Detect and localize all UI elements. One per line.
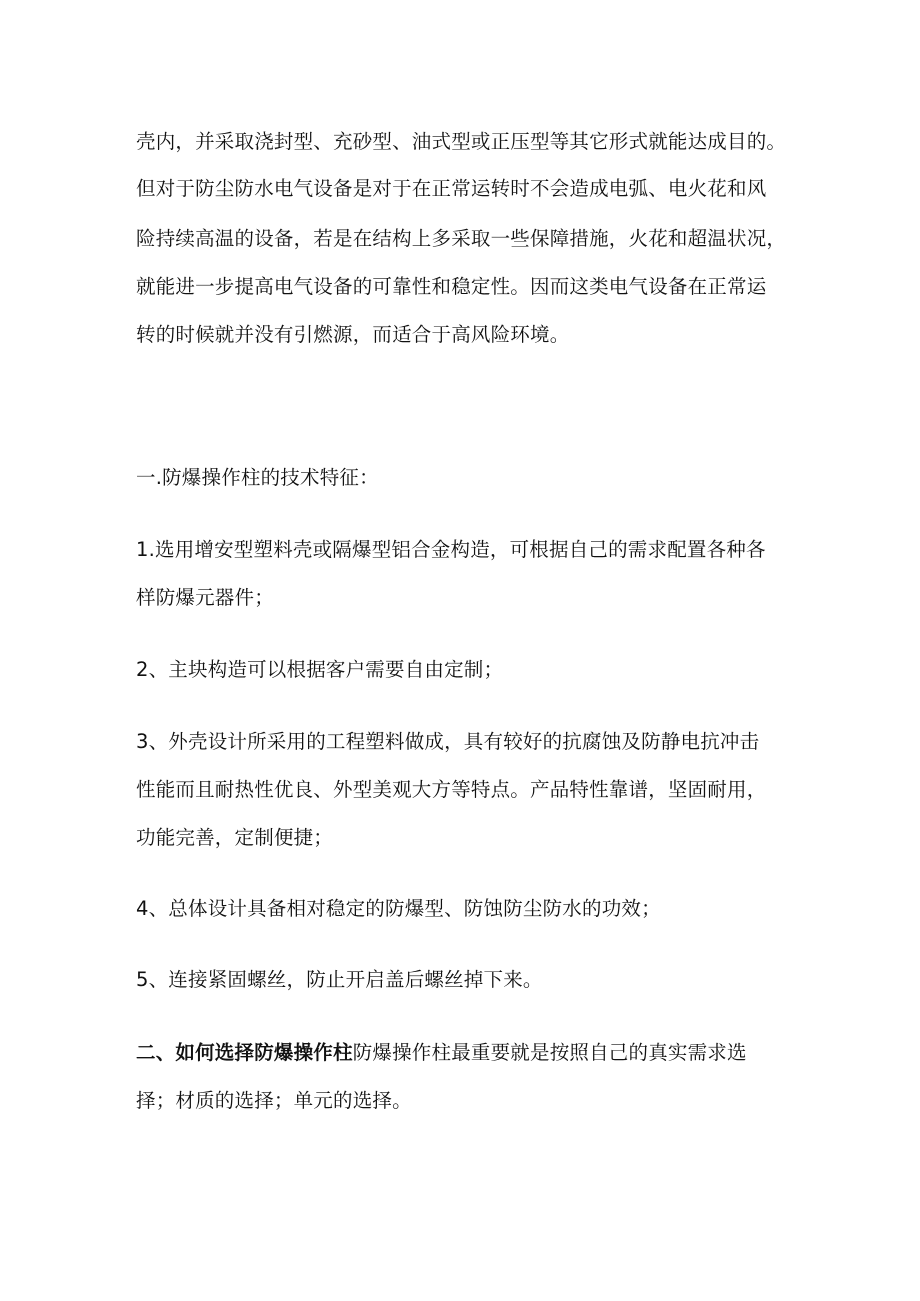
item1-line-1: 1.选用增安型塑料壳或隔爆型铝合金构造，可根据自己的需求配置各种各	[136, 538, 766, 561]
item3-line-3: 功能完善，定制便捷；	[136, 826, 334, 849]
intro-line-4: 就能进一步提高电气设备的可靠性和稳定性。因而这类电气设备在正常运	[136, 275, 767, 298]
item5-text: 5、连接紧固螺丝，防止开启盖后螺丝掉下来。	[136, 968, 543, 991]
section2-text-1: 防爆操作柱最重要就是按照自己的真实需求选	[352, 1041, 747, 1064]
section2-line-2: 择；材质的选择；单元的选择。	[136, 1089, 412, 1112]
section2-line-1	[136, 1040, 747, 1066]
intro-line-2: 但对于防尘防水电气设备是对于在正常运转时不会造成电弧、电火花和风	[136, 177, 767, 200]
section2-heading: 二、如何选择防爆操作柱	[136, 1041, 353, 1064]
item3-line-1: 3、外壳设计所采用的工程塑料做成，具有较好的抗腐蚀及防静电抗冲击	[136, 730, 760, 753]
intro-line-5: 转的时候就并没有引燃源，而适合于高风险环境。	[136, 323, 570, 346]
intro-line-1: 壳内，并采取浇封型、充砂型、油式型或正压型等其它形式就能达成目的。	[136, 130, 787, 153]
item3-line-2: 性能而且耐热性优良、外型美观大方等特点。产品特性靠谱，坚固耐用，	[136, 778, 767, 801]
item2-text: 2、主块构造可以根据客户需要自由定制；	[136, 658, 504, 681]
section1-heading: 一.防爆操作柱的技术特征：	[136, 466, 379, 489]
intro-line-3: 险持续高温的设备，若是在结构上多采取一些保障措施，火花和超温状况，	[136, 227, 787, 250]
item4-text: 4、总体设计具备相对稳定的防爆型、防蚀防尘防水的功效；	[136, 897, 661, 920]
item1-line-2: 样防爆元器件；	[136, 586, 274, 609]
